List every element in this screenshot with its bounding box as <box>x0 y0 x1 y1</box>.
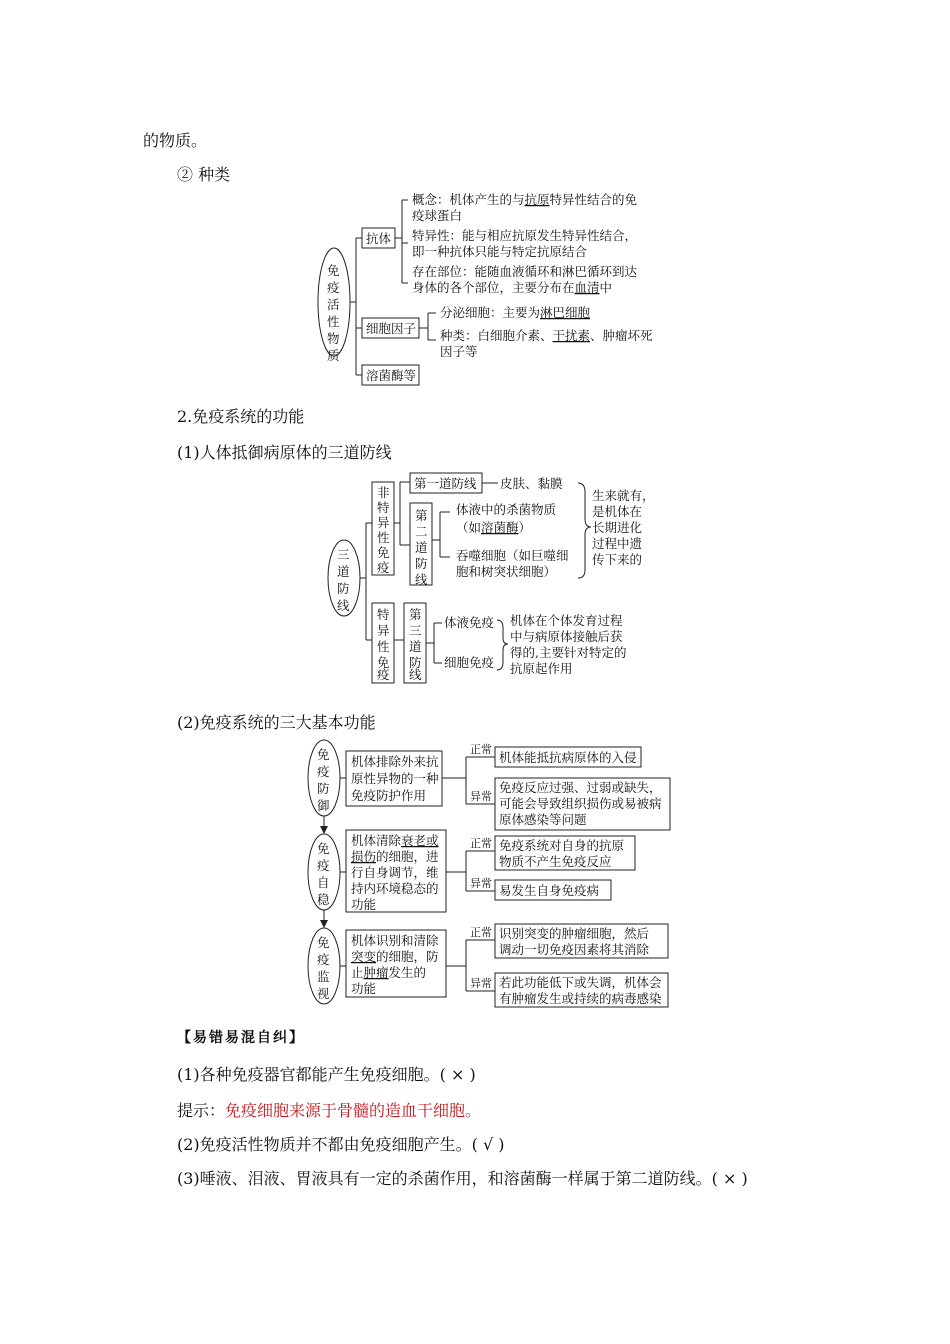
svg-text:物: 物 <box>327 331 340 346</box>
svg-text:是机体在: 是机体在 <box>592 504 643 519</box>
svg-text:胞和树突状细胞）: 胞和树突状细胞） <box>456 564 557 579</box>
svg-text:识别突变的肿瘤细胞，然后: 识别突变的肿瘤细胞，然后 <box>499 926 650 941</box>
svg-text:免: 免 <box>317 747 330 762</box>
function-defense-node <box>308 740 340 816</box>
svg-text:免疫防护作用: 免疫防护作用 <box>351 788 427 803</box>
svg-text:免疫系统对自身的抗原: 免疫系统对自身的抗原 <box>499 838 625 853</box>
svg-text:疫: 疫 <box>317 952 330 967</box>
svg-text:疫: 疫 <box>327 280 340 295</box>
svg-text:止肿瘤发生的: 止肿瘤发生的 <box>351 965 427 980</box>
svg-text:道: 道 <box>337 564 350 579</box>
svg-text:特: 特 <box>377 500 390 515</box>
svg-text:线: 线 <box>337 598 350 613</box>
svg-text:免: 免 <box>327 263 340 278</box>
svg-text:疫球蛋白: 疫球蛋白 <box>412 208 463 223</box>
svg-text:稳: 稳 <box>317 892 330 907</box>
svg-text:正常: 正常 <box>470 743 492 756</box>
svg-text:物质不产生免疫反应: 物质不产生免疫反应 <box>499 854 612 869</box>
svg-text:疫: 疫 <box>317 858 330 873</box>
svg-text:即一种抗体只能与特定抗原结合: 即一种抗体只能与特定抗原结合 <box>412 244 588 259</box>
svg-text:体液中的杀菌物质: 体液中的杀菌物质 <box>456 502 557 517</box>
svg-text:原体感染等问题: 原体感染等问题 <box>499 812 587 827</box>
svg-text:防: 防 <box>415 556 428 571</box>
svg-text:疫: 疫 <box>377 560 390 575</box>
svg-text:疫: 疫 <box>377 667 390 682</box>
svg-text:第: 第 <box>415 508 428 523</box>
svg-text:传下来的: 传下来的 <box>592 552 643 567</box>
svg-text:异: 异 <box>377 515 390 530</box>
hint-label: 提示： <box>177 1101 226 1120</box>
svg-text:异常: 异常 <box>470 790 492 803</box>
svg-text:若此功能低下或失调，机体会: 若此功能低下或失调，机体会 <box>499 975 662 990</box>
svg-text:易发生自身免疫病: 易发生自身免疫病 <box>499 883 600 898</box>
svg-text:机体在个体发育过程: 机体在个体发育过程 <box>510 613 623 628</box>
svg-text:（如溶菌酶）: （如溶菌酶） <box>456 520 532 535</box>
svg-text:异常: 异常 <box>470 877 492 890</box>
svg-text:功能: 功能 <box>351 981 377 996</box>
svg-text:机体识别和清除: 机体识别和清除 <box>351 933 439 948</box>
svg-text:特: 特 <box>377 607 390 622</box>
svg-text:防: 防 <box>409 655 422 670</box>
svg-text:体液免疫: 体液免疫 <box>444 615 495 630</box>
error-section-header: 【易错易混自纠】 <box>177 1030 305 1046</box>
svg-text:第一道防线: 第一道防线 <box>414 476 477 491</box>
svg-text:机体清除衰老或: 机体清除衰老或 <box>351 833 439 848</box>
subheading-types: ② 种类 <box>177 165 231 184</box>
svg-text:身体的各个部位，主要分布在血清中: 身体的各个部位，主要分布在血清中 <box>412 280 613 295</box>
function-surveillance-node <box>308 928 340 1004</box>
svg-text:正常: 正常 <box>470 926 492 939</box>
svg-text:种类：白细胞介素、干扰素、肿瘤坏死: 种类：白细胞介素、干扰素、肿瘤坏死 <box>440 328 653 343</box>
svg-text:免: 免 <box>377 545 390 560</box>
svg-text:抗体: 抗体 <box>366 231 392 246</box>
svg-text:皮肤、黏膜: 皮肤、黏膜 <box>500 476 563 491</box>
error-item-3: (3)唾液、泪液、胃液具有一定的杀菌作用，和溶菌酶一样属于第二道防线。( × ) <box>177 1169 748 1188</box>
svg-text:免: 免 <box>317 935 330 950</box>
svg-text:有肿瘤发生或持续的病毒感染: 有肿瘤发生或持续的病毒感染 <box>499 991 662 1006</box>
svg-text:可能会导致组织损伤或易被病: 可能会导致组织损伤或易被病 <box>499 796 662 811</box>
function-homeostasis-node <box>308 834 340 910</box>
section-heading-functions: 2.免疫系统的功能 <box>177 407 305 426</box>
subheading-three-functions: (2)免疫系统的三大基本功能 <box>177 713 376 732</box>
svg-text:损伤的细胞，进: 损伤的细胞，进 <box>351 849 439 864</box>
svg-text:疫: 疫 <box>317 764 330 779</box>
svg-text:生来就有，: 生来就有， <box>592 488 655 503</box>
svg-text:过程中遗: 过程中遗 <box>592 536 643 551</box>
svg-text:分泌细胞：主要为淋巴细胞: 分泌细胞：主要为淋巴细胞 <box>440 305 591 320</box>
svg-text:溶菌酶等: 溶菌酶等 <box>366 368 417 383</box>
svg-text:活: 活 <box>327 297 340 312</box>
hint-text: 免疫细胞来源于骨髓的造血干细胞。 <box>225 1101 482 1120</box>
svg-text:性: 性 <box>377 639 390 654</box>
error-item-2: (2)免疫活性物质并不都由免疫细胞产生。( √ ) <box>177 1135 505 1154</box>
svg-text:正常: 正常 <box>470 837 492 850</box>
svg-text:防: 防 <box>317 781 330 796</box>
svg-text:第: 第 <box>409 607 422 622</box>
svg-text:视: 视 <box>317 986 330 1001</box>
svg-text:道: 道 <box>415 540 428 555</box>
subheading-three-lines: (1)人体抵御病原体的三道防线 <box>177 443 392 462</box>
error-item-1: (1)各种免疫器官都能产生免疫细胞。( × ) <box>177 1065 476 1084</box>
svg-text:防: 防 <box>337 581 350 596</box>
svg-text:三: 三 <box>337 547 350 562</box>
svg-text:性: 性 <box>377 530 390 545</box>
svg-text:细胞免疫: 细胞免疫 <box>444 655 495 670</box>
svg-text:性: 性 <box>327 314 340 329</box>
svg-text:道: 道 <box>409 639 422 654</box>
svg-text:线: 线 <box>415 572 428 587</box>
svg-text:持内环境稳态的: 持内环境稳态的 <box>351 881 439 896</box>
svg-text:特异性：能与相应抗原发生特异性结合，: 特异性：能与相应抗原发生特异性结合， <box>412 228 638 243</box>
svg-text:免: 免 <box>377 655 390 670</box>
svg-text:概念：机体产生的与抗原特异性结合的免: 概念：机体产生的与抗原特异性结合的免 <box>412 192 638 207</box>
svg-text:线: 线 <box>409 667 422 682</box>
svg-text:免: 免 <box>317 841 330 856</box>
svg-text:得的,主要针对特定的: 得的,主要针对特定的 <box>510 645 627 660</box>
svg-text:原性异物的一种: 原性异物的一种 <box>351 771 439 786</box>
svg-text:调动一切免疫因素将其消除: 调动一切免疫因素将其消除 <box>499 942 650 957</box>
svg-text:机体能抵抗病原体的入侵: 机体能抵抗病原体的入侵 <box>499 750 637 765</box>
svg-text:二: 二 <box>415 524 428 539</box>
svg-text:机体排除外来抗: 机体排除外来抗 <box>351 754 439 769</box>
svg-text:长期进化: 长期进化 <box>592 520 643 535</box>
svg-text:御: 御 <box>317 798 330 813</box>
svg-text:自: 自 <box>317 875 330 890</box>
svg-text:存在部位：能随血液循环和淋巴循环到达: 存在部位：能随血液循环和淋巴循环到达 <box>412 264 638 279</box>
svg-text:行自身调节，维: 行自身调节，维 <box>351 865 439 880</box>
svg-text:突变的细胞，防: 突变的细胞，防 <box>351 949 439 964</box>
hint-line <box>177 1098 481 1121</box>
svg-text:抗原起作用: 抗原起作用 <box>510 661 573 676</box>
svg-text:因子等: 因子等 <box>440 344 478 359</box>
svg-text:异: 异 <box>377 623 390 638</box>
svg-text:中与病原体接触后获: 中与病原体接触后获 <box>510 629 623 644</box>
svg-text:质: 质 <box>327 348 340 363</box>
svg-text:异常: 异常 <box>470 977 492 990</box>
svg-text:三: 三 <box>409 623 422 638</box>
paragraph-continuation: 的物质。 <box>143 131 208 150</box>
svg-text:免疫反应过强、过弱或缺失，: 免疫反应过强、过弱或缺失， <box>499 780 662 795</box>
svg-text:监: 监 <box>317 969 330 984</box>
svg-text:功能: 功能 <box>351 897 377 912</box>
svg-text:非: 非 <box>377 485 390 500</box>
svg-text:细胞因子: 细胞因子 <box>366 321 417 336</box>
svg-text:吞噬细胞（如巨噬细: 吞噬细胞（如巨噬细 <box>456 548 569 563</box>
